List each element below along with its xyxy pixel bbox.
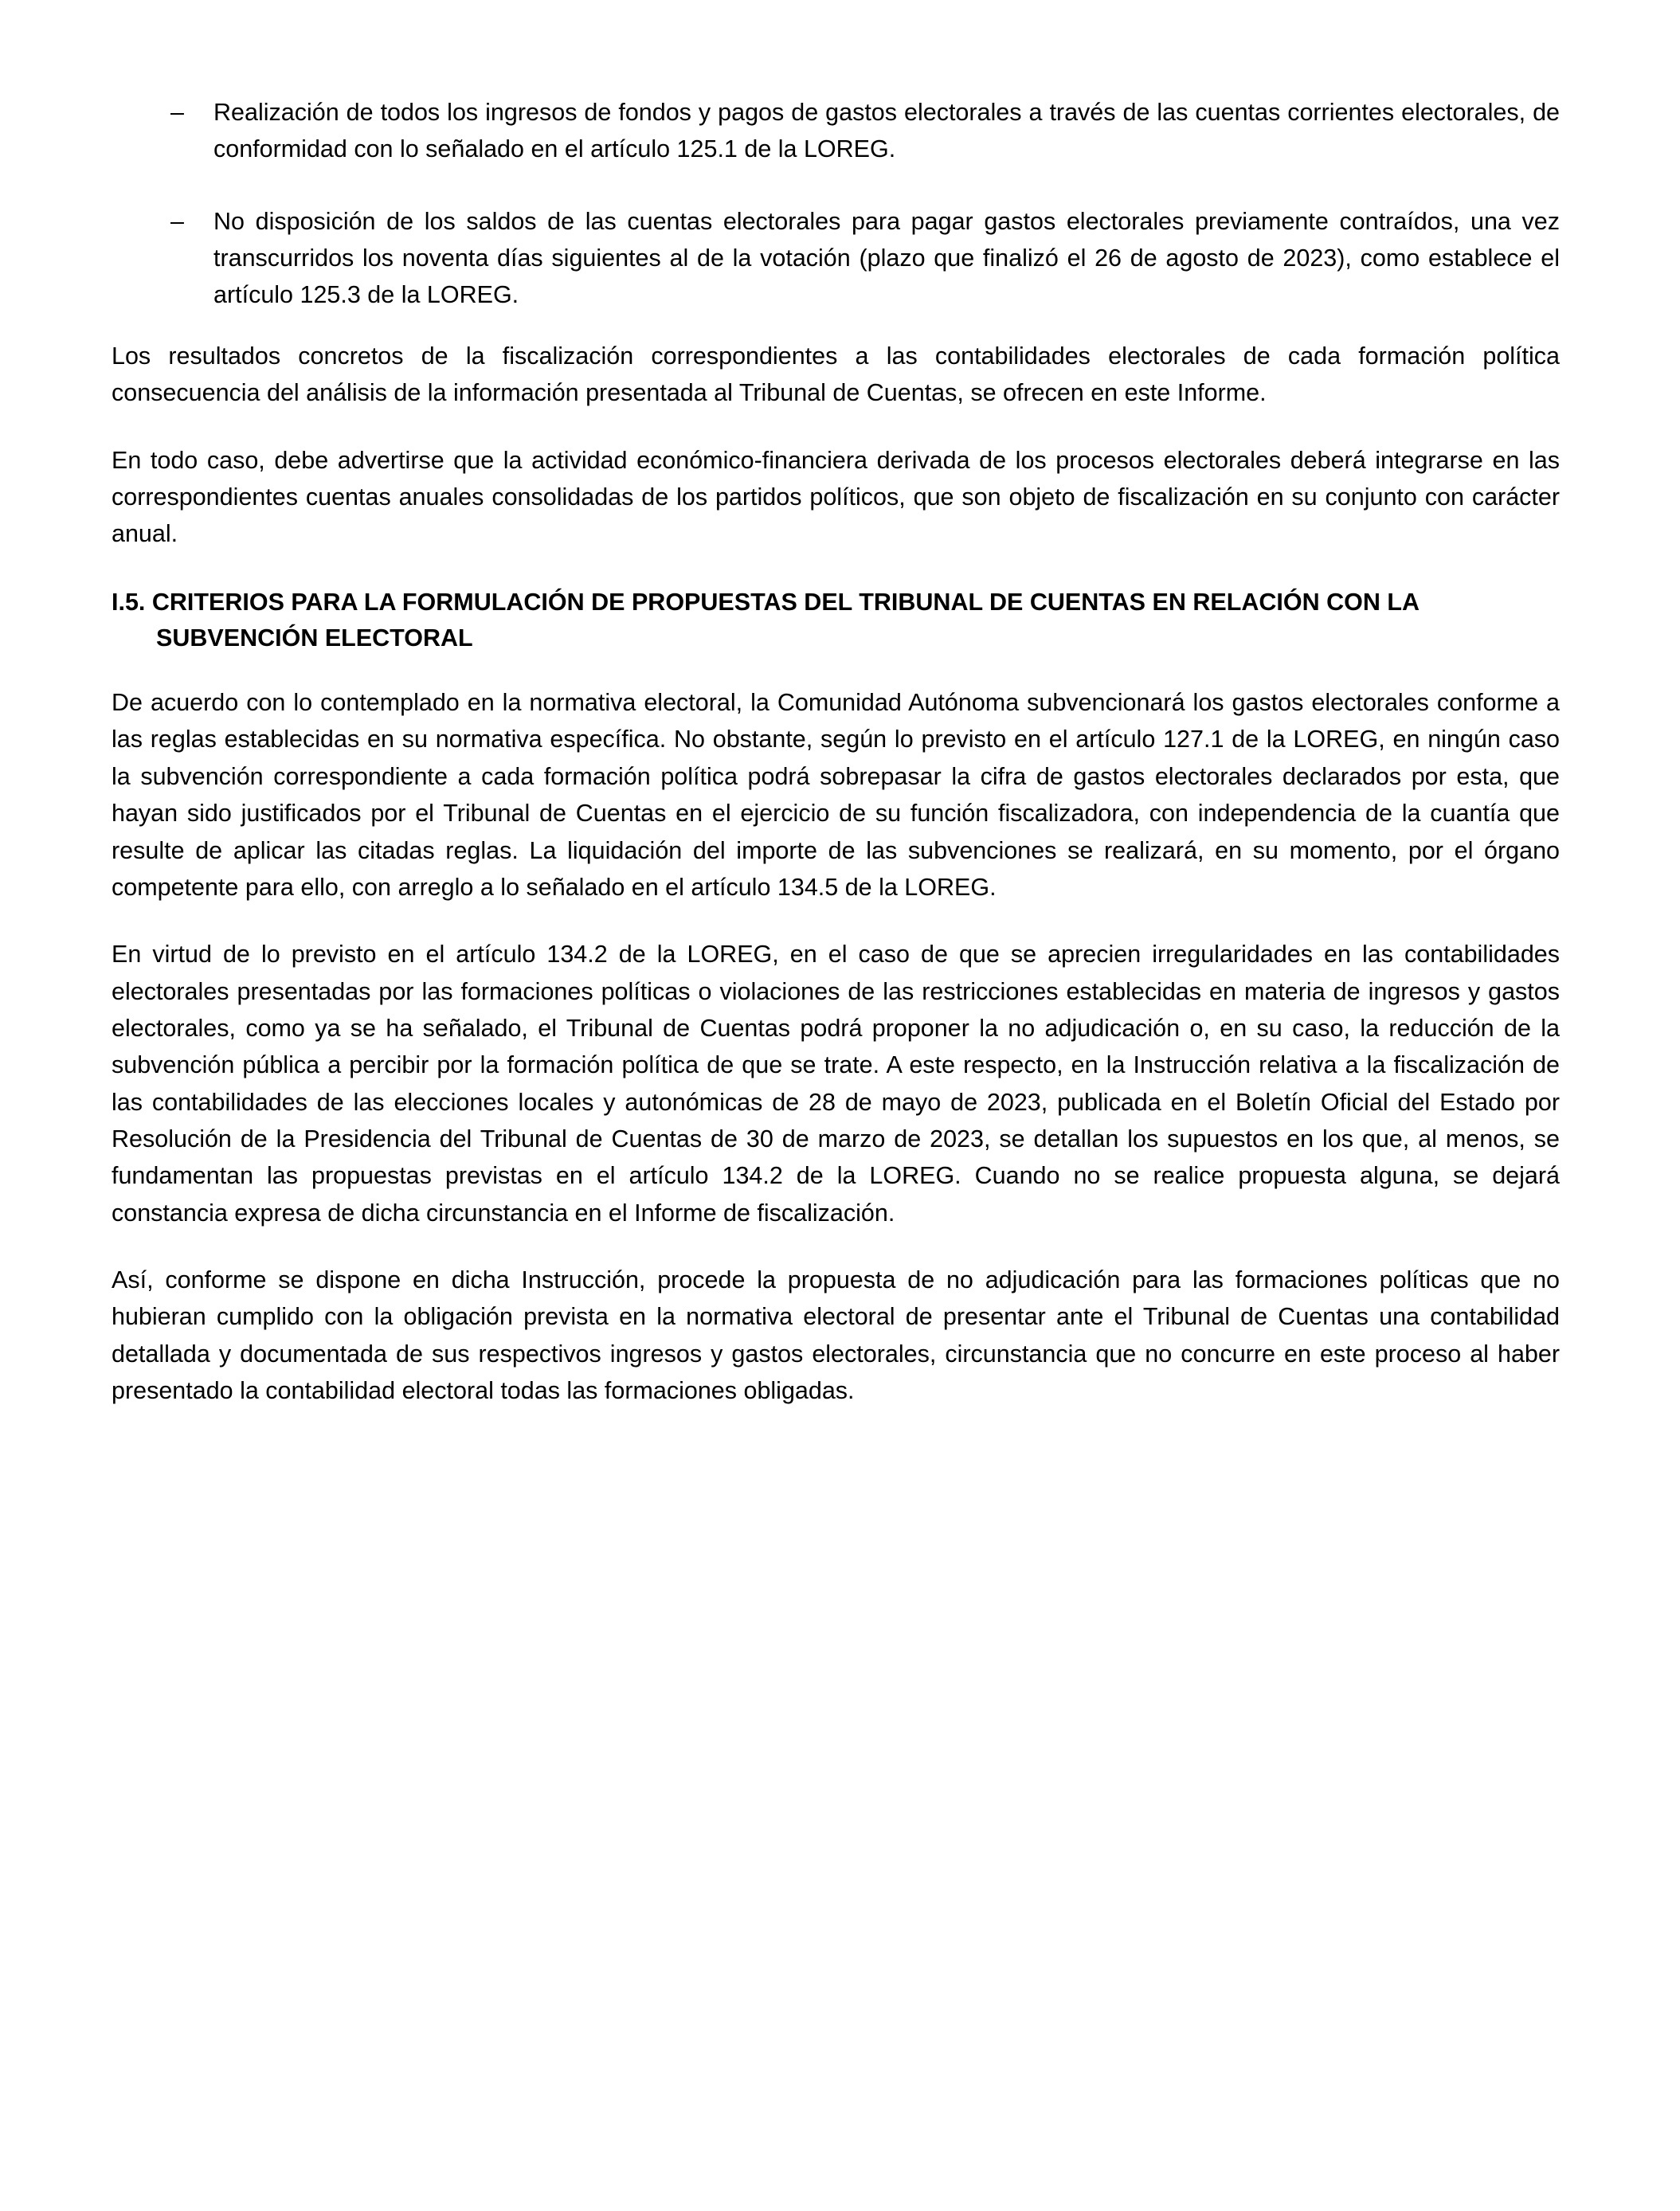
list-item-text: No disposición de los saldos de las cuentas electorales para pagar gastos electorales previamente contraídos, una vez transcurridos los noventa días siguientes al de la votación (plazo que finalizó el 26 de agosto de 2023), como establece el artículo 125.3 de la LOREG. xyxy=(213,207,1560,309)
section-heading-number: I.5. xyxy=(112,588,146,616)
body-paragraph-2: En todo caso, debe advertirse que la actividad económico-financiera derivada de los procesos electorales deberá integrarse en las correspondientes cuentas anuales consolidadas de los partidos políticos, que son objeto de fiscalización en su conjunto con carácter anual. xyxy=(112,446,1560,548)
body-paragraph-5: Así, conforme se dispone en dicha Instrucción, procede la propuesta de no adjudicación para las formaciones políticas que no hubieran cumplido con la obligación prevista en la normativa electoral de presentar ante el Tribunal de Cuentas una contabilidad detallada y documentada de sus respectivos ingresos y gastos electorales, circunstancia que no concurre en este proceso al haber presentado la contabilidad electoral todas las formaciones obligadas. xyxy=(112,1266,1560,1405)
section-heading xyxy=(112,585,1560,658)
list-item xyxy=(112,94,1560,168)
body-paragraph-3: De acuerdo con lo contemplado en la normativa electoral, la Comunidad Autónoma subvencionará los gastos electorales conforme a las reglas establecidas en su normativa específica. No obstante, según lo previsto en el artículo 127.1 de la LOREG, en ningún caso la subvención correspondiente a cada formación política podrá sobrepasar la cifra de gastos electorales declarados por esta, que hayan sido justificados por el Tribunal de Cuentas en el ejercicio de su función fiscalizadora, con independencia de la cuantía que resulte de aplicar las citadas reglas. La liquidación del importe de las subvenciones se realizará, en su momento, por el órgano competente para ello, con arreglo a lo señalado en el artículo 134.5 de la LOREG. xyxy=(112,689,1560,901)
dash-bullet-icon: – xyxy=(170,99,184,126)
body-paragraph-1: Los resultados concretos de la fiscalización correspondientes a las contabilidades electorales de cada formación política consecuencia del análisis de la información presentada al Tribunal de Cuentas, se ofrecen en este Informe. xyxy=(112,342,1560,407)
section-heading-text: CRITERIOS PARA LA FORMULACIÓN DE PROPUESTAS DEL TRIBUNAL DE CUENTAS EN RELACIÓN CON LA SUBVENCIÓN ELECTORAL xyxy=(151,588,1419,652)
body-paragraph-4: En virtud de lo previsto en el artículo 134.2 de la LOREG, en el caso de que se aprecien irregularidades en las contabilidades electorales presentadas por las formaciones políticas o violaciones de las restricciones establecidas en materia de ingresos y gastos electorales, como ya se ha señalado, el Tribunal de Cuentas podrá proponer la no adjudicación o, en su caso, la reducción de la subvención pública a percibir por la formación política de que se trate. A este respecto, en la Instrucción relativa a la fiscalización de las contabilidades de las elecciones locales y autonómicas de 28 de mayo de 2023, publicada en el Boletín Oficial del Estado por Resolución de la Presidencia del Tribunal de Cuentas de 30 de marzo de 2023, se detallan los supuestos en los que, al menos, se fundamentan las propuestas previstas en el artículo 134.2 de la LOREG. Cuando no se realice propuesta alguna, se dejará constancia expresa de dicha circunstancia en el Informe de fiscalización. xyxy=(112,941,1560,1227)
list-item xyxy=(112,203,1560,314)
page-content xyxy=(112,94,1560,1410)
bullet-list xyxy=(112,94,1560,314)
list-item-text: Realización de todos los ingresos de fondos y pagos de gastos electorales a través de las cuentas corrientes electorales, de conformidad con lo señalado en el artículo 125.1 de la LOREG. xyxy=(213,99,1560,163)
dash-bullet-icon: – xyxy=(170,207,184,235)
